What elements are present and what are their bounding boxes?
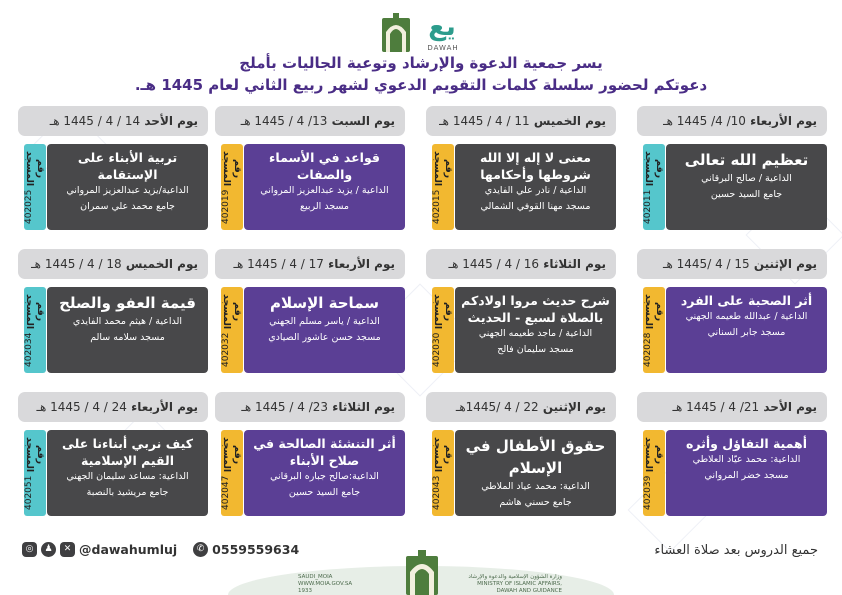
card-date: 22 / 4 /1445هـ (455, 400, 539, 414)
mosque-code: 402051 (24, 475, 34, 511)
card-mosque: جامع السيد حسين (710, 189, 783, 200)
card-day: يوم الثلاثاء (332, 400, 395, 414)
card-mosque: مسجد الربيع (299, 201, 350, 212)
schedule-card (426, 249, 616, 375)
card-day: يوم الأربعاء (131, 400, 198, 414)
mosque-code: 402047 (221, 475, 231, 511)
header-line-2: دعوتكم لحضور سلسلة كلمات التقويم الدعوي لشهر ربيع الثاني لعام 1445 هـ. (134, 76, 708, 94)
card-preacher: الداعية / ياسر مسلم الجهني (269, 316, 380, 327)
mosque-code: 402039 (643, 475, 653, 511)
mosque-code: 402025 (24, 189, 34, 225)
ministry-english-text: SAUDI_MOIA WWW.MOIA.GOV.SA 1933 (298, 574, 353, 594)
card-date-bar (426, 249, 616, 279)
mosque-code: 402032 (221, 332, 231, 368)
mosque-code-label: رقم المسجد (24, 437, 46, 473)
card-mosque: مسجد حسن عاشور الصيادي (268, 332, 381, 343)
mosque-code-label: رقم المسجد (643, 294, 665, 330)
card-date: 11 / 4 / 1445 هـ (439, 114, 530, 128)
card-mosque: جامع محمد علي سمران (80, 201, 175, 212)
card-body (244, 430, 405, 516)
mosque-code-label: رقم المسجد (643, 437, 665, 473)
ministry-english (298, 574, 388, 595)
card-preacher: الداعية / ماجد طعيمه الجهني (478, 328, 593, 339)
card-date-bar (18, 249, 208, 279)
card-date: 18 / 4 / 1445 هـ (31, 257, 122, 271)
mosque-code-label: رقم المسجد (432, 151, 454, 187)
card-date-bar (215, 249, 405, 279)
card-date-bar (637, 106, 827, 136)
schedule-card (426, 106, 616, 232)
card-day: يوم الأربعاء (750, 114, 817, 128)
card-date: 15 / 4 /1445 هـ (662, 257, 750, 271)
instagram-icon[interactable]: ◎ (22, 542, 37, 557)
card-day: يوم الإثنين (542, 400, 606, 414)
card-date-bar (426, 106, 616, 136)
card-mosque: مسجد سلامه سالم (90, 332, 165, 343)
logo-word: DAWAH (427, 44, 459, 52)
mosque-code-label: رقم المسجد (432, 437, 454, 473)
social-bar (22, 540, 299, 558)
mosque-code-tab (221, 430, 243, 516)
card-body (666, 430, 827, 516)
card-preacher: الداعية:صالح جباره البرقاني (270, 471, 379, 482)
card-preacher: الداعية / نادر علي الفايدي (484, 185, 587, 196)
schedule-card (215, 392, 405, 518)
mosque-code: 402015 (432, 189, 442, 225)
mosque-code-tab (221, 144, 243, 230)
card-body (455, 287, 616, 373)
mosque-code-tab (643, 144, 665, 230)
card-date-bar (18, 106, 208, 136)
dawah-logo: ﯾﻊ DAWAH (420, 10, 466, 56)
footer-note: جميع الدروس بعد صلاة العشاء (654, 543, 818, 558)
card-body (47, 287, 208, 373)
mosque-code-label: رقم المسجد (432, 294, 454, 330)
card-day: يوم الثلاثاء (543, 257, 606, 271)
card-mosque: مسجد سليمان فالح (497, 344, 574, 355)
ministry-arabic (462, 574, 562, 595)
card-mosque: مسجد خضر المرواني (704, 470, 789, 481)
header-line-1: يسر جمعية الدعوة والإرشاد وتوعية الجاليات بأملج (239, 54, 603, 72)
ministry-logo (376, 12, 416, 54)
mosque-code: 402011 (643, 189, 653, 225)
card-day: يوم الأحد (763, 400, 817, 414)
card-topic: تربية الأبناء على الإستقامة (77, 150, 178, 182)
mosque-code: 402043 (432, 475, 442, 511)
mosque-code-tab (432, 430, 454, 516)
card-date: 13/ 4 / 1445 هـ (240, 114, 328, 128)
card-body (666, 144, 827, 230)
card-date: 21/ 4 / 1445 هـ (672, 400, 760, 414)
schedule-card (426, 392, 616, 518)
schedule-card (215, 249, 405, 375)
mosque-code: 402028 (643, 332, 653, 368)
mosque-code-tab (643, 287, 665, 373)
schedule-card (637, 392, 827, 518)
x-icon[interactable]: ✕ (60, 542, 75, 557)
card-topic: حقوق الأطفال في الإسلام (465, 437, 606, 477)
card-body (244, 144, 405, 230)
card-topic: قواعد في الأسماء والصفات (269, 150, 380, 182)
ministry-arabic-text: وزارة الشؤون الإسلامية والدعوة والإرشاد MINISTRY OF ISLAMIC AFFAIRS, DAWAH AND GUIDANCE (468, 574, 562, 594)
mosque-code-tab (432, 287, 454, 373)
card-preacher: الداعية: محمد عيّاد العلاطي (692, 454, 801, 465)
whatsapp-icon[interactable]: ✆ (193, 542, 208, 557)
card-preacher: الداعية: مساعد سليمان الجهني (66, 471, 189, 482)
mosque-code: 402030 (432, 332, 442, 368)
card-day: يوم الخميس (125, 257, 198, 271)
mosque-code-label: رقم المسجد (24, 294, 46, 330)
card-day: يوم السبت (331, 114, 395, 128)
card-body (244, 287, 405, 373)
card-topic: كيف نربي أبناءنا على القيم الإسلامية (62, 436, 193, 468)
card-date-bar (637, 249, 827, 279)
card-body (47, 144, 208, 230)
card-day: يوم الأحد (144, 114, 198, 128)
ministry-emblem (398, 550, 446, 595)
card-day: يوم الخميس (533, 114, 606, 128)
card-preacher: الداعية / يزيد عبدالعزيز المرواني (260, 185, 389, 196)
card-date: 24 / 4 / 1445 هـ (36, 400, 127, 414)
card-preacher: الداعية: محمد عياد الملاطي (481, 481, 590, 492)
schedule-card (215, 106, 405, 232)
card-preacher: الداعية / هيثم محمد الفايدي (72, 316, 183, 327)
card-preacher: الداعية/يزيد عبدالعزيز المرواني (66, 185, 189, 196)
schedule-card (637, 249, 827, 375)
mosque-code-tab (24, 430, 46, 516)
mosque-code-label: رقم المسجد (643, 151, 665, 187)
card-topic: قيمة العفو والصلح (59, 294, 196, 312)
card-body (455, 144, 616, 230)
mosque-code-label: رقم المسجد (221, 294, 243, 330)
header-logos (376, 10, 468, 56)
card-preacher: الداعية / صالح البرقاني (701, 173, 792, 184)
mosque-code-tab (432, 144, 454, 230)
card-date: 14 / 4 / 1445 هـ (49, 114, 141, 128)
card-topic: معنى لا إله إلا الله شروطها وأحكامها (479, 150, 592, 182)
card-date-bar (215, 392, 405, 422)
card-date: 10/ 4/ 1445 هـ (663, 114, 746, 128)
card-date-bar (637, 392, 827, 422)
card-body (666, 287, 827, 373)
card-mosque: جامع حسني هاشم (499, 497, 572, 508)
card-topic: تعظيم الله تعالى (684, 151, 809, 169)
card-date: 23/ 4 / 1445 هـ (241, 400, 329, 414)
card-topic: شرح حديث مروا اولادكم بالصلاة لسبع - الحديث (461, 293, 610, 325)
mosque-code-tab (24, 287, 46, 373)
mosque-code-tab (221, 287, 243, 373)
card-mosque: مسجد جابر السناني (707, 327, 786, 338)
card-date: 16 / 4 / 1445 هـ (448, 257, 540, 271)
card-topic: أهمية التفاؤل وأثره (685, 436, 807, 451)
snapchat-icon[interactable]: ♟ (41, 542, 56, 557)
schedule-card (637, 106, 827, 232)
card-date: 17 / 4 / 1445 هـ (233, 257, 324, 271)
mosque-code-label: رقم المسجد (24, 151, 46, 187)
card-mosque: جامع السيد حسين (288, 487, 361, 498)
mosque-code-label: رقم المسجد (221, 151, 243, 187)
mosque-code: 402019 (221, 189, 231, 225)
card-date-bar (426, 392, 616, 422)
schedule-card (18, 106, 208, 232)
card-date-bar (215, 106, 405, 136)
card-day: يوم الإثنين (753, 257, 817, 271)
card-preacher: الداعية / عبدالله طعيمه الجهني (685, 311, 808, 322)
card-mosque: جامع مريشيد بالنصبة (86, 487, 169, 498)
schedule-card (18, 392, 208, 518)
card-topic: سماحة الإسلام (269, 294, 379, 312)
mosque-code: 402034 (24, 332, 34, 368)
mosque-code-tab (643, 430, 665, 516)
phone-number[interactable]: 0559559634 (212, 541, 300, 557)
card-body (455, 430, 616, 516)
social-handle[interactable]: @dawahumluj (79, 541, 178, 557)
card-topic: أثر التنشئة الصالحة في صلاح الأبناء (253, 436, 396, 468)
card-mosque: مسجد مهنا القوفي الشمالي (480, 201, 591, 212)
schedule-card (18, 249, 208, 375)
card-topic: أثر الصحبة على الفرد (680, 293, 813, 308)
card-body (47, 430, 208, 516)
mosque-code-tab (24, 144, 46, 230)
card-day: يوم الأربعاء (328, 257, 395, 271)
mosque-code-label: رقم المسجد (221, 437, 243, 473)
card-date-bar (18, 392, 208, 422)
